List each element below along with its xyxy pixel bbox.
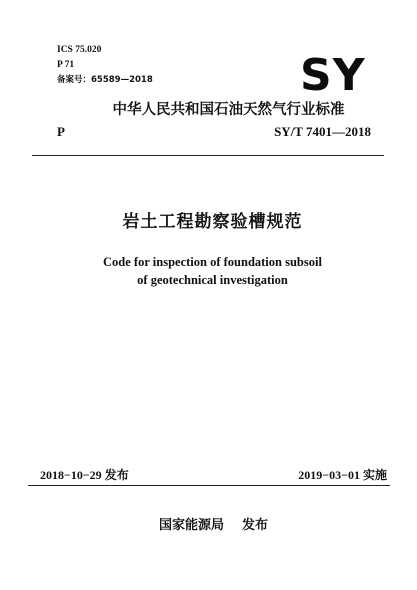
implement-date: 2019−03−01 bbox=[298, 468, 360, 482]
implement-date-block bbox=[298, 466, 387, 483]
sy-logo: SY bbox=[300, 50, 366, 101]
publisher-name: 国家能源局 bbox=[158, 518, 224, 533]
title-english-line2: of geotechnical investigation bbox=[137, 273, 288, 287]
title-english bbox=[0, 253, 417, 289]
top-divider bbox=[32, 155, 384, 156]
implement-label: 实施 bbox=[362, 468, 387, 482]
category-letter: P bbox=[57, 124, 65, 139]
issuer-standard-heading: 中华人民共和国石油天然气行业标准 bbox=[112, 102, 345, 118]
ics-code: ICS 75.020 bbox=[57, 45, 102, 55]
ccs-code: P 71 bbox=[57, 60, 75, 70]
publisher-line bbox=[0, 514, 417, 533]
standard-number: SY/T 7401—2018 bbox=[274, 124, 371, 139]
title-chinese: 岩土工程勘察验槽规范 bbox=[122, 212, 303, 232]
issue-date-block bbox=[40, 466, 129, 483]
issue-label: 发布 bbox=[104, 468, 129, 482]
title-english-line1: Code for inspection of foundation subsoil bbox=[103, 255, 322, 269]
record-number: 备案号：65589—2018 bbox=[57, 75, 153, 85]
publisher-action: 发布 bbox=[242, 518, 269, 533]
issue-date: 2018−10−29 bbox=[40, 468, 102, 482]
bottom-divider bbox=[28, 485, 390, 486]
